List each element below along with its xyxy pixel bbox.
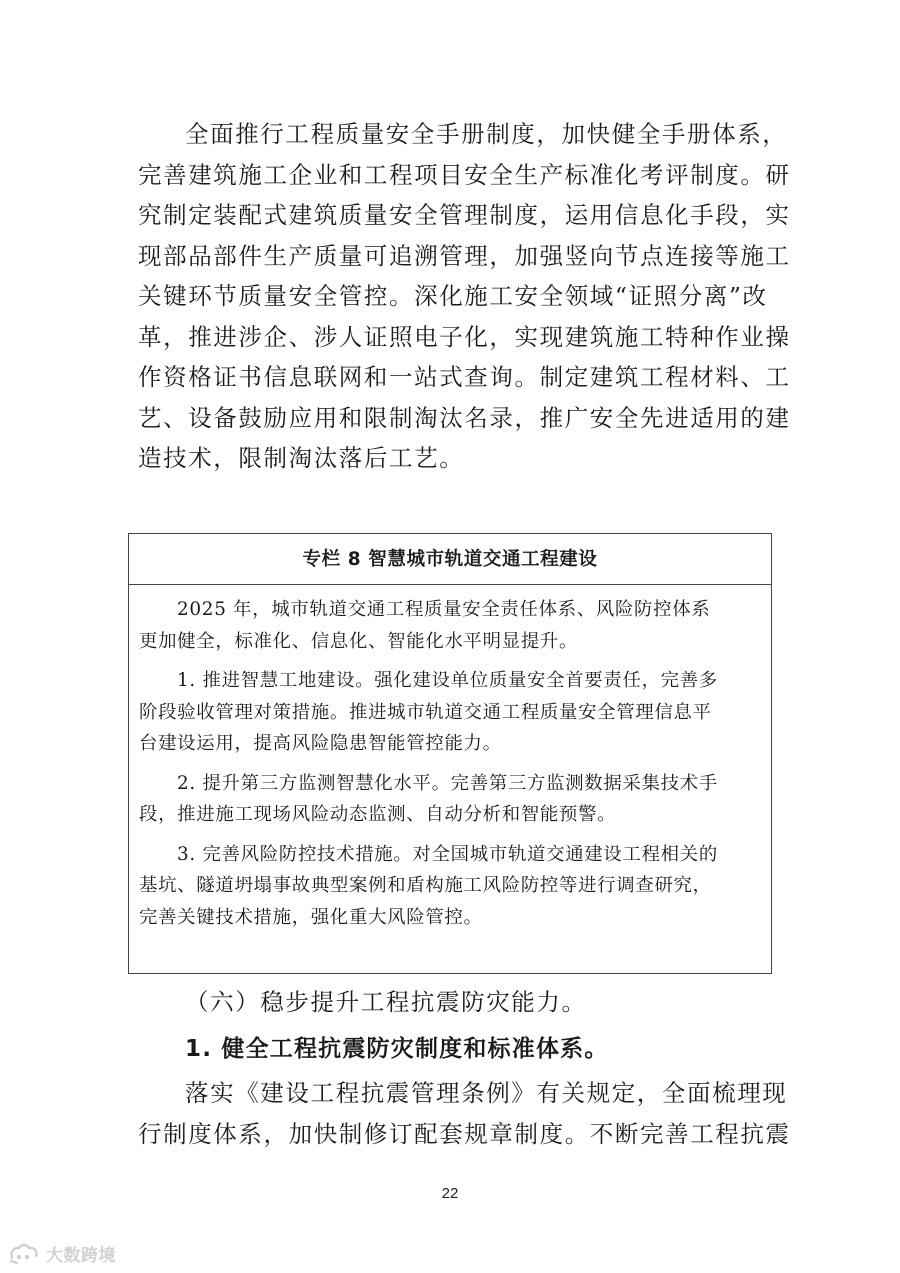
text-line: 全面推行工程质量安全手册制度，加快健全手册体系， bbox=[185, 120, 788, 148]
box-text-line: 3. 完善风险防控技术措施。对全国城市轨道交通建设工程相关的 bbox=[177, 843, 718, 865]
box-text-line: 2025 年，城市轨道交通工程质量安全责任体系、风险防控体系 bbox=[177, 599, 711, 620]
text-line: 行制度体系，加快制修订配套规章制度。不断完善工程抗震 bbox=[138, 1119, 791, 1148]
text-line: 造技术，限制淘汰落后工艺。 bbox=[138, 444, 465, 472]
box-text-line: 台建设运用，提高风险隐患智能管控能力。 bbox=[139, 733, 502, 754]
box-text-line: 基坑、隧道坍塌事故典型案例和盾构施工风险防控等进行调查研究， bbox=[139, 875, 712, 896]
text-line: 关键环节质量安全管控。深化施工安全领域“证照分离”改 bbox=[138, 282, 768, 310]
text-line: 革，推进涉企、涉人证照电子化，实现建筑施工特种作业操 bbox=[138, 322, 791, 351]
body-paragraph-1 bbox=[138, 114, 791, 479]
box-text-line: 阶段验收管理对策措施。推进城市轨道交通工程质量安全管理信息平 bbox=[139, 701, 712, 723]
box-text-line: 段，推进施工现场风险动态监测、自动分析和智能预警。 bbox=[139, 804, 617, 825]
page-number: 22 bbox=[441, 1185, 459, 1202]
brand-logo-icon bbox=[8, 1243, 40, 1265]
subsection-heading: 1. 健全工程抗震防灾制度和标准体系。 bbox=[185, 1036, 609, 1062]
text-line: 作资格证书信息联网和一站式查询。制定建筑工程材料、工 bbox=[138, 363, 791, 391]
text-line: 落实《建设工程抗震管理条例》有关规定，全面梳理现 bbox=[185, 1079, 788, 1107]
box-text-line: 完善关键技术措施，强化重大风险管控。 bbox=[139, 906, 483, 928]
box-text-line: 更加健全，标准化、信息化、智能化水平明显提升。 bbox=[139, 630, 579, 652]
text-line: 现部品部件生产质量可追溯管理，加强竖向节点连接等施工 bbox=[138, 241, 791, 270]
text-line: 艺、设备鼓励应用和限制淘汰名录，推广安全先进适用的建 bbox=[138, 403, 791, 432]
column-box-title: 专栏 8 智慧城市轨道交通工程建设 bbox=[129, 534, 771, 585]
column-box bbox=[128, 533, 772, 974]
box-text-line: 2. 提升第三方监测智慧化水平。完善第三方监测数据采集技术手 bbox=[177, 772, 718, 794]
watermark-text: 大数跨境 bbox=[46, 1246, 116, 1266]
text-line: 究制定装配式建筑质量安全管理制度，运用信息化手段，实 bbox=[138, 201, 791, 229]
column-box-body bbox=[139, 594, 763, 933]
watermark bbox=[8, 1241, 116, 1266]
body-paragraph-2 bbox=[138, 1073, 791, 1154]
text-line: 完善建筑施工企业和工程项目安全生产标准化考评制度。研 bbox=[138, 160, 791, 189]
section-heading: （六）稳步提升工程抗震防灾能力。 bbox=[185, 988, 587, 1016]
box-text-line: 1. 推进智慧工地建设。强化建设单位质量安全首要责任，完善多 bbox=[177, 670, 718, 691]
